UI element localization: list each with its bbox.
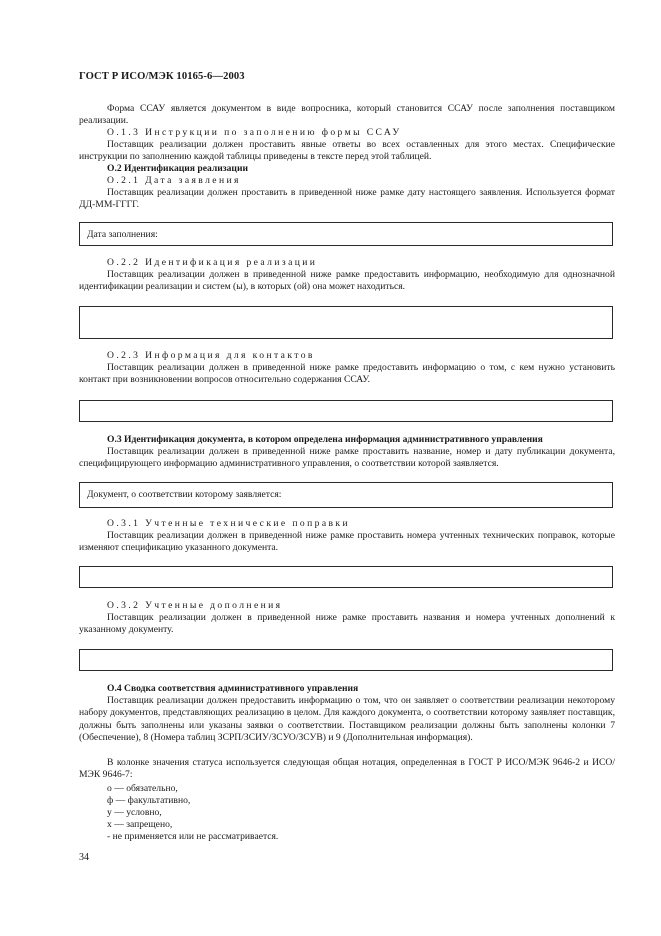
heading-o32: О.3.2 Учтенные дополнения <box>107 600 283 611</box>
heading-o2: О.2 Идентификация реализации <box>107 163 249 174</box>
paragraph-o21: Поставщик реализации должен проставить в приведенной ниже рамке дату настоящего заявления. Используется формат ДД-ММ-ГГГГ. <box>79 187 615 211</box>
paragraph-o32: Поставщик реализации должен в приведенной ниже рамке проставить названия и номера учтенных дополнений к указанному документу. <box>79 612 615 636</box>
box-implementation-id[interactable] <box>79 306 613 339</box>
heading-o23: О.2.3 Информация для контактов <box>107 350 315 361</box>
notation-item: о — обязательно, <box>107 783 178 794</box>
paragraph-intro: Форма ССАУ является документом в виде вопросника, который становится ССАУ после заполнения поставщиком реализации. <box>79 103 615 127</box>
paragraph-o31: Поставщик реализации должен в приведенной ниже рамке проставить номера учтенных технических поправок, которые изменяют спецификацию указанного документа. <box>79 530 615 554</box>
heading-o4: О.4 Сводка соответствия административного управления <box>107 683 359 694</box>
paragraph-o4: Поставщик реализации должен предоставить информацию о том, что он заявляет о соответствии реализации некоторому набору документов, представляющих реализацию в целом. Для каждого документа, о соответствии которому заявляет поставщик, должны быть заполнены или указаны заявки о соответствии. Поставщиком реализации должны быть заполнены колонки 7 (Обеспечение), 8 (Номера таблиц ЗСРП/ЗСИУ/ЗСУО/ЗСУВ) и 9 (Дополнительная информация). <box>79 695 615 744</box>
heading-o13: О.1.3 Инструкции по заполнению формы ССАУ <box>107 127 402 138</box>
page-number: 34 <box>79 852 89 863</box>
notation-item: - не применяется или не рассматривается. <box>107 831 279 842</box>
heading-o3: О.3 Идентификация документа, в котором определена информация административного управления <box>107 434 543 445</box>
notation-item: ф — факультативно, <box>107 795 191 806</box>
notation-item: х — запрещено, <box>107 819 173 830</box>
document-header: ГОСТ Р ИСО/МЭК 10165-6—2003 <box>79 71 245 82</box>
box-document-label: Документ, о соответствии которому заявляется: <box>87 489 282 500</box>
paragraph-o23: Поставщик реализации должен в приведенной ниже рамке предоставить информацию о том, с кем нужно установить контакт при возникновении вопросов относительно содержания ССАУ. <box>79 362 615 386</box>
box-date[interactable] <box>79 222 613 246</box>
paragraph-o4-notation: В колонке значения статуса используется следующая общая нотация, определенная в ГОСТ Р ИСО/МЭК 9646-2 и ИСО/МЭК 9646-7: <box>79 757 615 781</box>
heading-o31: О.3.1 Учтенные технические поправки <box>107 518 351 529</box>
box-document[interactable] <box>79 482 613 508</box>
paragraph-o3: Поставщик реализации должен в приведенной ниже рамке проставить название, номер и дату публикации документа, специфицирующего информацию административного управления, о соответствии которой заявляется. <box>79 446 615 470</box>
box-technical-corrections[interactable] <box>79 566 613 588</box>
heading-o22: О.2.2 Идентификация реализации <box>107 257 318 268</box>
box-amendments[interactable] <box>79 649 613 671</box>
notation-item: у — условно, <box>107 807 162 818</box>
paragraph-o13: Поставщик реализации должен проставить явные ответы во всех оставленных для этого местах. Специфические инструкции по заполнению каждой таблицы приведены в тексте перед этой таблицей. <box>79 139 615 163</box>
heading-o21: О.2.1 Дата заявления <box>107 175 241 186</box>
paragraph-o22: Поставщик реализации должен в приведенной ниже рамке предоставить информацию, необходимую для однозначной идентификации реализации и систем (ы), в которых (ой) она может находиться. <box>79 269 615 293</box>
box-contacts[interactable] <box>79 400 613 422</box>
box-date-label: Дата заполнения: <box>87 229 158 240</box>
